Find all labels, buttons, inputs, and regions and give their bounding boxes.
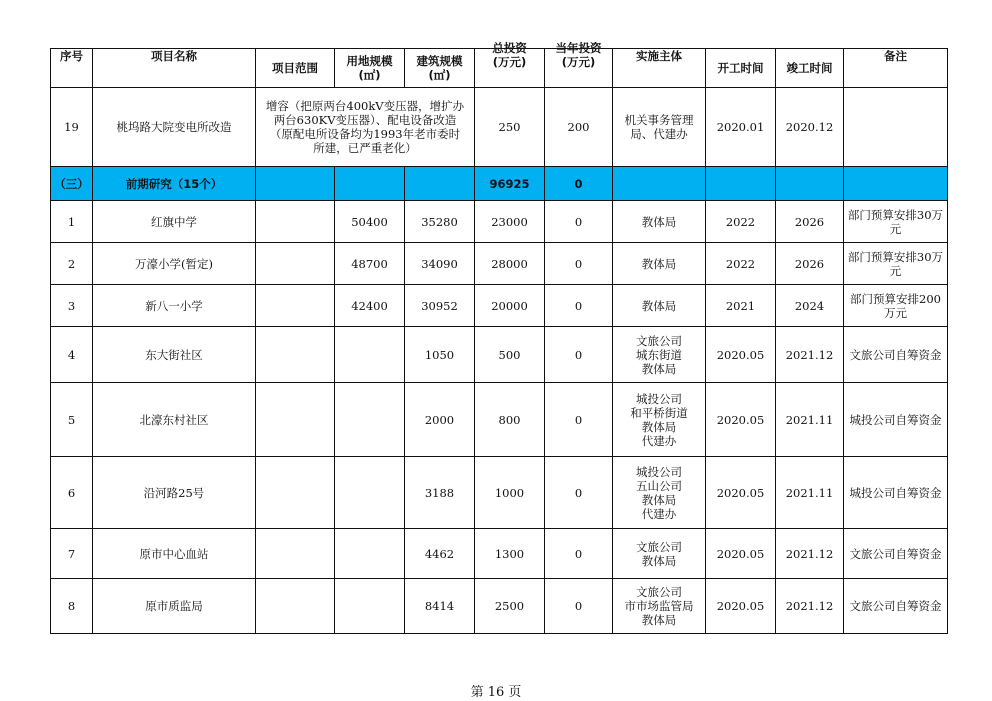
cell-note: 部门预算安排30万元 bbox=[844, 243, 948, 285]
cell-scope bbox=[256, 529, 335, 579]
table-row bbox=[51, 579, 948, 634]
cell-name: 原市中心血站 bbox=[93, 529, 256, 579]
table-row bbox=[51, 457, 948, 529]
header-entity: 实施主体 bbox=[613, 49, 706, 88]
cell-start: 2020.05 bbox=[706, 383, 776, 457]
section-name: 前期研究（15个） bbox=[93, 167, 256, 201]
cell-start: 2020.05 bbox=[706, 579, 776, 634]
cell-start: 2020.05 bbox=[706, 529, 776, 579]
cell-land bbox=[335, 579, 405, 634]
cell-build: 2000 bbox=[405, 383, 475, 457]
cell-entity: 教体局 bbox=[613, 285, 706, 327]
cell-end: 2026 bbox=[776, 201, 844, 243]
cell-land bbox=[335, 327, 405, 383]
cell-land bbox=[335, 383, 405, 457]
section-row bbox=[51, 167, 948, 201]
cell-name: 原市质监局 bbox=[93, 579, 256, 634]
cell-end: 2024 bbox=[776, 285, 844, 327]
section-year: 0 bbox=[545, 167, 613, 201]
header-start: 开工时间 bbox=[706, 49, 776, 88]
cell-scope bbox=[256, 243, 335, 285]
cell-land bbox=[335, 529, 405, 579]
cell-year: 0 bbox=[545, 285, 613, 327]
cell-note: 城投公司自筹资金 bbox=[844, 457, 948, 529]
header-year: 当年投资 (万元) bbox=[545, 49, 613, 88]
cell-scope bbox=[256, 285, 335, 327]
cell-seq: 19 bbox=[51, 88, 93, 167]
cell-land: 48700 bbox=[335, 243, 405, 285]
cell-start: 2020.05 bbox=[706, 327, 776, 383]
cell-start: 2022 bbox=[706, 201, 776, 243]
cell-total: 28000 bbox=[475, 243, 545, 285]
cell-end: 2026 bbox=[776, 243, 844, 285]
cell-entity: 城投公司 五山公司 教体局 代建办 bbox=[613, 457, 706, 529]
cell-year: 0 bbox=[545, 529, 613, 579]
cell-note: 城投公司自筹资金 bbox=[844, 383, 948, 457]
cell-build: 3188 bbox=[405, 457, 475, 529]
cell-build: 4462 bbox=[405, 529, 475, 579]
cell-entity: 教体局 bbox=[613, 243, 706, 285]
cell-scope bbox=[256, 327, 335, 383]
cell-build: 30952 bbox=[405, 285, 475, 327]
cell-seq: 5 bbox=[51, 383, 93, 457]
cell-entity: 文旅公司 市市场监管局 教体局 bbox=[613, 579, 706, 634]
cell-year: 0 bbox=[545, 457, 613, 529]
page-number: 第 16 页 bbox=[470, 685, 522, 700]
table-row bbox=[51, 88, 948, 167]
cell-end: 2021.11 bbox=[776, 383, 844, 457]
header-build: 建筑规模 (㎡) bbox=[405, 49, 475, 88]
cell-seq: 6 bbox=[51, 457, 93, 529]
cell-entity: 文旅公司 城东街道 教体局 bbox=[613, 327, 706, 383]
cell-seq: 3 bbox=[51, 285, 93, 327]
cell-note: 部门预算安排200万元 bbox=[844, 285, 948, 327]
cell-start: 2022 bbox=[706, 243, 776, 285]
cell-seq: 1 bbox=[51, 201, 93, 243]
cell-name: 沿河路25号 bbox=[93, 457, 256, 529]
header-end: 竣工时间 bbox=[776, 49, 844, 88]
cell-entity: 教体局 bbox=[613, 201, 706, 243]
table-row bbox=[51, 327, 948, 383]
cell-total: 250 bbox=[475, 88, 545, 167]
cell-start: 2021 bbox=[706, 285, 776, 327]
cell-total: 2500 bbox=[475, 579, 545, 634]
cell-note bbox=[844, 88, 948, 167]
cell-year: 0 bbox=[545, 579, 613, 634]
cell-seq: 4 bbox=[51, 327, 93, 383]
header-land: 用地规模 (㎡) bbox=[335, 49, 405, 88]
table-header bbox=[51, 49, 948, 88]
cell-total: 500 bbox=[475, 327, 545, 383]
cell-name: 万濠小学(暂定) bbox=[93, 243, 256, 285]
cell-year: 0 bbox=[545, 201, 613, 243]
cell-note: 文旅公司自筹资金 bbox=[844, 327, 948, 383]
cell-total: 23000 bbox=[475, 201, 545, 243]
cell-scope bbox=[256, 383, 335, 457]
table-row bbox=[51, 285, 948, 327]
cell-seq: 2 bbox=[51, 243, 93, 285]
cell-note: 文旅公司自筹资金 bbox=[844, 529, 948, 579]
cell-start: 2020.05 bbox=[706, 457, 776, 529]
cell-end: 2021.11 bbox=[776, 457, 844, 529]
cell-total: 1300 bbox=[475, 529, 545, 579]
cell-name: 红旗中学 bbox=[93, 201, 256, 243]
cell-end: 2021.12 bbox=[776, 579, 844, 634]
cell-name: 桃坞路大院变电所改造 bbox=[93, 88, 256, 167]
cell-scope bbox=[256, 457, 335, 529]
section-seq: （三） bbox=[51, 167, 93, 201]
cell-start: 2020.01 bbox=[706, 88, 776, 167]
table-row bbox=[51, 201, 948, 243]
header-note: 备注 bbox=[844, 49, 948, 88]
cell-land: 50400 bbox=[335, 201, 405, 243]
cell-name: 东大街社区 bbox=[93, 327, 256, 383]
cell-land bbox=[335, 457, 405, 529]
cell-total: 800 bbox=[475, 383, 545, 457]
cell-end: 2021.12 bbox=[776, 327, 844, 383]
project-table bbox=[50, 41, 948, 634]
header-seq: 序号 bbox=[51, 49, 93, 88]
header-scope: 项目范围 bbox=[256, 49, 335, 88]
cell-end: 2020.12 bbox=[776, 88, 844, 167]
cell-build: 1050 bbox=[405, 327, 475, 383]
cell-total: 1000 bbox=[475, 457, 545, 529]
section-total: 96925 bbox=[475, 167, 545, 201]
header-total: 总投资 (万元) bbox=[475, 49, 545, 88]
cell-year: 200 bbox=[545, 88, 613, 167]
cell-year: 0 bbox=[545, 383, 613, 457]
cell-scope: 增容（把原两台400kV变压器，增扩办 两台630KV变压器）、配电设备改造 （原配电所设备均为1993年老市委时 所建，已严重老化） bbox=[256, 88, 475, 167]
table-row bbox=[51, 383, 948, 457]
cell-end: 2021.12 bbox=[776, 529, 844, 579]
cell-name: 北濠东村社区 bbox=[93, 383, 256, 457]
cell-note: 文旅公司自筹资金 bbox=[844, 579, 948, 634]
cell-entity: 文旅公司 教体局 bbox=[613, 529, 706, 579]
cell-scope bbox=[256, 201, 335, 243]
cell-build: 34090 bbox=[405, 243, 475, 285]
cell-year: 0 bbox=[545, 243, 613, 285]
header-name: 项目名称 bbox=[93, 49, 256, 88]
table-row bbox=[51, 529, 948, 579]
cell-entity: 机关事务管理 局、代建办 bbox=[613, 88, 706, 167]
cell-total: 20000 bbox=[475, 285, 545, 327]
cell-note: 部门预算安排30万元 bbox=[844, 201, 948, 243]
cell-name: 新八一小学 bbox=[93, 285, 256, 327]
cell-scope bbox=[256, 579, 335, 634]
cell-land: 42400 bbox=[335, 285, 405, 327]
cell-year: 0 bbox=[545, 327, 613, 383]
cell-seq: 8 bbox=[51, 579, 93, 634]
cell-build: 8414 bbox=[405, 579, 475, 634]
table-row bbox=[51, 243, 948, 285]
cell-seq: 7 bbox=[51, 529, 93, 579]
cell-build: 35280 bbox=[405, 201, 475, 243]
cell-entity: 城投公司 和平桥街道 教体局 代建办 bbox=[613, 383, 706, 457]
